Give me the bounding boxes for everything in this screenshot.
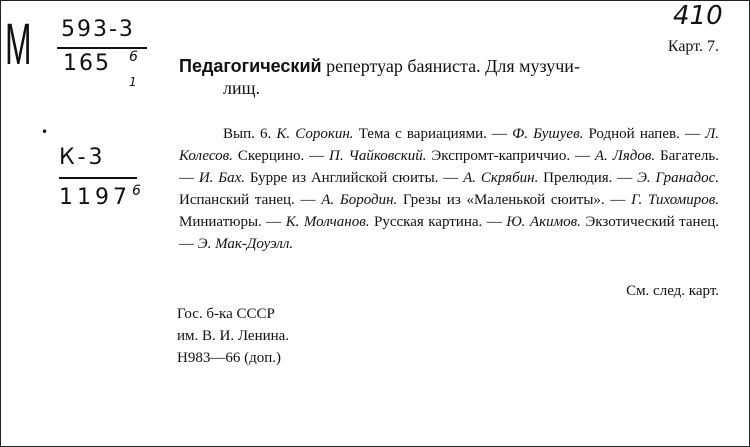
handwritten-code2-top: К-3 (59, 145, 106, 170)
entry-author: П. Чайковский. (329, 148, 427, 164)
entry-work: Родной напев. — (583, 126, 700, 142)
entry-work: Багатель. — (179, 148, 720, 186)
entry-author: Г. Тихомиров. (631, 192, 719, 208)
entry-author: К. Сорокин. (276, 126, 354, 142)
entry-author: Э. Гранадос. (637, 170, 720, 186)
entry-work: Испанский танец. — (179, 192, 316, 208)
entry-work: Грезы из «Маленькой сюиты». — (397, 192, 626, 208)
entry-work: Прелюдия. — (538, 170, 633, 186)
entry-author: Э. Мак-Доуэлл. (197, 236, 294, 252)
handwritten-code2-sup: 6 (132, 183, 141, 199)
title-bold: Педагогический (179, 56, 322, 76)
handwritten-code-bottom-sub: 1 (129, 75, 137, 89)
handwritten-code-top: 593-3 (61, 17, 135, 42)
entry-author: Ю. Акимов. (506, 214, 581, 230)
library-line-2: им. В. И. Ленина. (177, 328, 290, 344)
library-imprint (177, 303, 289, 369)
library-line-3: Н983—66 (доп.) (177, 350, 281, 366)
entry-author: Л. Колесов. (179, 126, 720, 164)
entry-author: А. Лядов. (594, 148, 656, 164)
mark-dot: • (41, 125, 49, 139)
entry-work: Русская картина. — (369, 214, 502, 230)
entry-work: Экспромт-каприччио. — (426, 148, 590, 164)
handwritten-code-bottom: 165 (63, 51, 111, 76)
corner-number: 410 (673, 1, 723, 31)
see-next-card: См. след. карт. (626, 283, 719, 299)
entry-work: Миниатюры. — (179, 214, 282, 230)
handwritten-code-bottom-sup: 6 (129, 49, 138, 65)
entries (179, 126, 719, 252)
entry-author: А. Бородин. (321, 192, 398, 208)
handwritten-letter: М (5, 12, 32, 77)
card-number: Карт. 7. (667, 38, 719, 55)
entry-author: И. Бах. (198, 170, 245, 186)
card-title (179, 55, 719, 99)
handwritten-code2-bottom: 1197 (59, 185, 131, 210)
title-rest: репертуар баяниста. Для музучи- (326, 56, 580, 76)
entry-author: Ф. Бушуев. (512, 126, 584, 142)
library-line-1: Гос. б-ка СССР (177, 306, 275, 322)
entry-work: Экзотический танец. — (179, 214, 720, 252)
entry-work: Бурре из Английской сюиты. — (245, 170, 459, 186)
title-continuation: лищ. (223, 78, 260, 98)
entry-work: Тема с вариациями. — (353, 126, 508, 142)
issue-label: Вып. 6. (223, 126, 272, 142)
contents-text (179, 123, 719, 255)
entry-author: А. Скрябин. (463, 170, 539, 186)
handwritten-divider-2 (59, 177, 137, 179)
entry-author: К. Молчанов. (285, 214, 370, 230)
entry-work: Скерцино. — (232, 148, 325, 164)
